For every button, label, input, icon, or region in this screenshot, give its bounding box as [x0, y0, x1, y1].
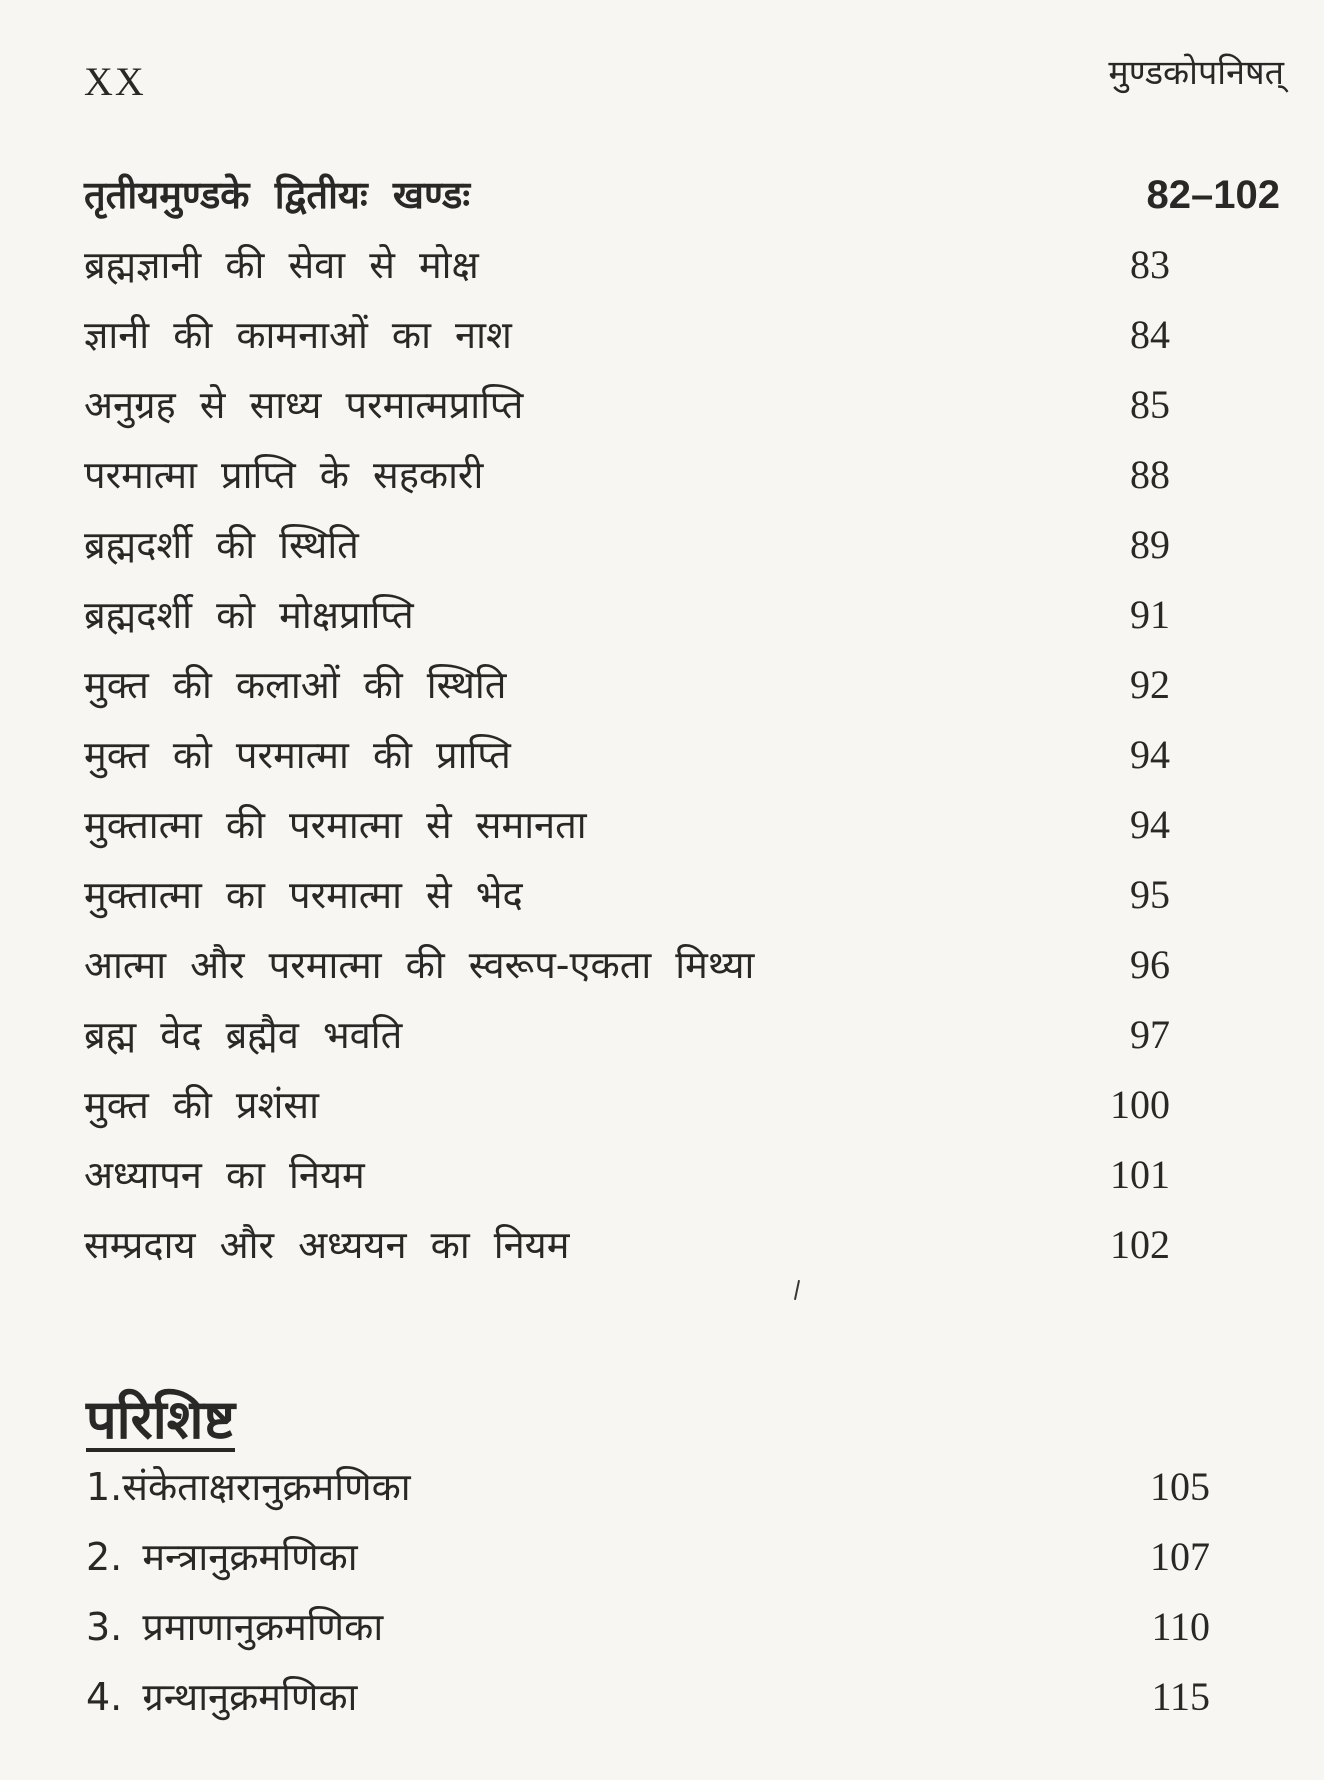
toc-entry-page: 83 — [1130, 242, 1170, 287]
toc-entry-title: परमात्मा प्राप्ति के सहकारी — [84, 453, 484, 497]
toc-entry-title: आत्मा और परमात्मा की स्वरूप-एकता मिथ्या — [84, 943, 755, 987]
appendix-entry-page: 110 — [1151, 1604, 1210, 1649]
toc-entry-page: 91 — [1130, 592, 1170, 637]
appendix-list — [86, 1452, 1280, 1732]
appendix-entry-page: 115 — [1151, 1674, 1210, 1719]
appendix-heading: परिशिष्ट — [86, 1388, 235, 1451]
toc-entry — [84, 720, 1280, 790]
toc-entry — [84, 1140, 1280, 1210]
toc-entry-page: 85 — [1130, 382, 1170, 427]
appendix-entry — [86, 1452, 1280, 1522]
toc-entry-page: 100 — [1110, 1082, 1170, 1127]
appendix-entry — [86, 1662, 1280, 1732]
table-of-contents — [84, 160, 1280, 1280]
toc-entry-title: ब्रह्मदर्शी को मोक्षप्राप्ति — [84, 593, 414, 637]
toc-entry-page: 94 — [1130, 802, 1170, 847]
toc-entry-page: 102 — [1110, 1222, 1170, 1267]
toc-entry — [84, 230, 1280, 300]
appendix-entry-page: 105 — [1150, 1464, 1210, 1509]
page-number: XX — [84, 59, 146, 104]
toc-entry-title: मुक्त की प्रशंसा — [84, 1083, 319, 1127]
toc-entry — [84, 650, 1280, 720]
appendix-entry-title: 4. ग्रन्थानुक्रमणिका — [86, 1675, 358, 1719]
toc-entry-page: 84 — [1130, 312, 1170, 357]
toc-entry-page: 101 — [1110, 1152, 1170, 1197]
toc-entry-title: मुक्तात्मा का परमात्मा से भेद — [84, 873, 523, 917]
toc-entry-title: मुक्त की कलाओं की स्थिति — [84, 663, 507, 707]
appendix-entry-page: 107 — [1150, 1534, 1210, 1579]
appendix-entry-title: 1.संकेताक्षरानुक्रमणिका — [86, 1465, 411, 1509]
appendix-entry — [86, 1522, 1280, 1592]
toc-entry-page: 94 — [1130, 732, 1170, 777]
toc-entry — [84, 1210, 1280, 1280]
toc-entry-page: 89 — [1130, 522, 1170, 567]
toc-entry — [84, 790, 1280, 860]
toc-entry-title: अनुग्रह से साध्य परमात्मप्राप्ति — [84, 383, 524, 427]
toc-entry-title: मुक्त को परमात्मा की प्राप्ति — [84, 733, 511, 777]
toc-section-pages: 82–102 — [1146, 173, 1280, 217]
toc-entry — [84, 440, 1280, 510]
toc-entry-title: मुक्तात्मा की परमात्मा से समानता — [84, 803, 587, 847]
toc-entry — [84, 370, 1280, 440]
appendix-entry — [86, 1592, 1280, 1662]
toc-entry-title: ब्रह्मदर्शी की स्थिति — [84, 523, 359, 567]
toc-entry-page: 97 — [1130, 1012, 1170, 1057]
toc-entry — [84, 860, 1280, 930]
toc-entry-title: सम्प्रदाय और अध्ययन का नियम — [84, 1223, 570, 1267]
toc-entry — [84, 1070, 1280, 1140]
toc-section-title: तृतीयमुण्डके द्वितीयः खण्डः — [84, 173, 470, 217]
toc-entry-title: अध्यापन का नियम — [84, 1153, 365, 1197]
toc-entry-title: ब्रह्म वेद ब्रह्मैव भवति — [84, 1013, 403, 1057]
toc-entry — [84, 580, 1280, 650]
running-head-title: मुण्डकोपनिषत् — [1108, 53, 1284, 93]
toc-entry — [84, 300, 1280, 370]
toc-entry-title: ब्रह्मज्ञानी की सेवा से मोक्ष — [84, 243, 479, 287]
appendix-entry-title: 3. प्रमाणानुक्रमणिका — [86, 1605, 384, 1649]
stray-pen-mark — [794, 1280, 800, 1300]
toc-entry — [84, 510, 1280, 580]
toc-section-heading — [84, 160, 1280, 230]
toc-entry-page: 95 — [1130, 872, 1170, 917]
appendix-entry-title: 2. मन्त्रानुक्रमणिका — [86, 1535, 358, 1579]
toc-entry-page: 88 — [1130, 452, 1170, 497]
toc-entry-page: 92 — [1130, 662, 1170, 707]
toc-entry — [84, 930, 1280, 1000]
toc-entry-page: 96 — [1130, 942, 1170, 987]
toc-entry — [84, 1000, 1280, 1070]
toc-entry-title: ज्ञानी की कामनाओं का नाश — [84, 313, 512, 357]
